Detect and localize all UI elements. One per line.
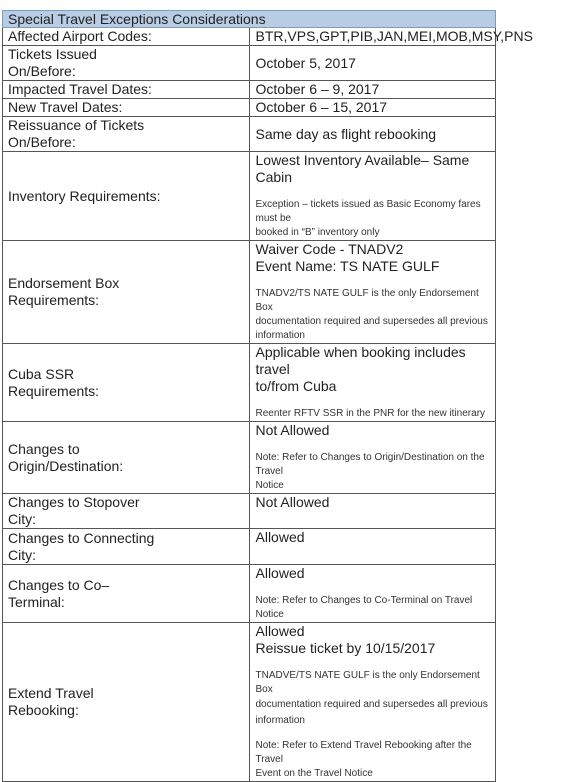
label-tickets-issued	[3, 46, 250, 81]
label-cuba-ssr	[3, 344, 250, 422]
row-stopover	[3, 494, 496, 529]
value-reissuance: Same day as flight rebooking	[249, 117, 496, 152]
value-connecting	[249, 529, 496, 565]
row-impacted-dates	[3, 81, 496, 99]
label-line: On/Before:	[8, 63, 76, 79]
note-line: Note: Refer to Extend Travel Rebooking after the Travel	[255, 740, 472, 765]
label-line: Origin/Destination:	[8, 457, 124, 474]
value-tickets-issued: October 5, 2017	[249, 46, 496, 81]
value-extend-rebooking	[249, 623, 496, 782]
label-line: Changes to Co–	[8, 576, 110, 593]
label-connecting	[3, 529, 250, 565]
label-coterminal	[3, 565, 250, 623]
row-new-dates	[3, 99, 496, 117]
row-origin-destination	[3, 422, 496, 494]
label-line: City:	[8, 511, 36, 527]
label-line: Requirements:	[8, 382, 100, 399]
label-line: Cuba SSR	[8, 365, 75, 382]
row-tickets-issued	[3, 46, 496, 81]
label-affected-airports: Affected Airport Codes:	[3, 28, 250, 46]
row-connecting	[3, 529, 496, 565]
travel-exceptions-table	[2, 10, 533, 782]
row-extend-rebooking	[3, 623, 496, 782]
row-affected-airports	[3, 28, 496, 46]
row-coterminal	[3, 565, 496, 623]
label-extend-rebooking	[3, 623, 250, 782]
note-line: documentation required and supersedes all previous	[255, 316, 488, 327]
label-line: Changes to Connecting	[8, 529, 155, 546]
note-line: Note: Refer to Changes to Co-Terminal on Travel Notice	[255, 595, 473, 620]
note-line: Event on the Travel Notice	[255, 768, 373, 779]
value-line: Lowest Inventory Available– Same Cabin	[255, 152, 470, 185]
value-affected-airports: BTR,VPS,GPT,PIB,JAN,MEI,MOB,MSY,PNS	[249, 28, 496, 46]
value-line: Not Allowed	[255, 494, 330, 510]
note-line: TNADVE/TS NATE GULF is the only Endorsement Box	[255, 670, 480, 695]
value-endorsement	[249, 241, 496, 344]
value-coterminal	[249, 565, 496, 623]
row-inventory	[3, 152, 496, 241]
note-line: information	[255, 715, 305, 726]
value-new-dates: October 6 – 15, 2017	[249, 99, 496, 117]
note-line: documentation required and supersedes all previous	[255, 699, 488, 710]
row-endorsement	[3, 241, 496, 344]
value-origin-destination	[249, 422, 496, 494]
label-line: On/Before:	[8, 134, 76, 150]
value-line: Allowed	[255, 529, 305, 545]
label-endorsement	[3, 241, 250, 344]
value-impacted-dates: October 6 – 9, 2017	[249, 81, 496, 99]
label-inventory: Inventory Requirements:	[3, 152, 250, 241]
label-line: Terminal:	[8, 593, 65, 610]
label-new-dates: New Travel Dates:	[3, 99, 250, 117]
value-line: Reissue ticket by 10/15/2017	[255, 640, 436, 656]
label-line: Changes to	[8, 440, 80, 457]
note-line: TNADV2/TS NATE GULF is the only Endorsement Box	[255, 288, 479, 313]
value-line: Applicable when booking includes travel	[255, 344, 466, 377]
value-cuba-ssr	[249, 344, 496, 422]
label-line: Rebooking:	[8, 702, 79, 718]
note-line: Note: Refer to Changes to Origin/Destination on the Travel	[255, 452, 485, 477]
value-line: to/from Cuba	[255, 378, 337, 394]
label-line: Extend Travel	[8, 685, 94, 701]
note-line: information	[255, 330, 305, 341]
value-line: Not Allowed	[255, 422, 330, 438]
value-line: Waiver Code - TNADV2	[255, 241, 404, 257]
table-title: Special Travel Exceptions Considerations	[3, 11, 496, 28]
value-line: Allowed	[255, 623, 305, 639]
note-line: Exception – tickets issued as Basic Economy fares must be	[255, 199, 481, 224]
label-line: Tickets Issued	[8, 46, 97, 62]
row-cuba-ssr	[3, 344, 496, 422]
label-impacted-dates: Impacted Travel Dates:	[3, 81, 250, 99]
value-inventory	[249, 152, 496, 241]
label-reissuance	[3, 117, 250, 152]
note-line: Reenter RFTV SSR in the PNR for the new itinerary	[255, 408, 486, 419]
label-line: Changes to Stopover	[8, 494, 140, 510]
row-reissuance	[3, 117, 496, 152]
value-line: Allowed	[255, 565, 305, 581]
label-line: Reissuance of Tickets	[8, 117, 145, 133]
note-line: booked in “B” inventory only	[255, 227, 380, 238]
label-line: Requirements:	[8, 292, 100, 308]
label-line: City:	[8, 546, 36, 563]
label-origin-destination	[3, 422, 250, 494]
note-line: Notice	[255, 480, 284, 491]
label-stopover	[3, 494, 250, 529]
value-stopover	[249, 494, 496, 529]
label-line: Endorsement Box	[8, 275, 120, 291]
value-line: Event Name: TS NATE GULF	[255, 258, 440, 274]
